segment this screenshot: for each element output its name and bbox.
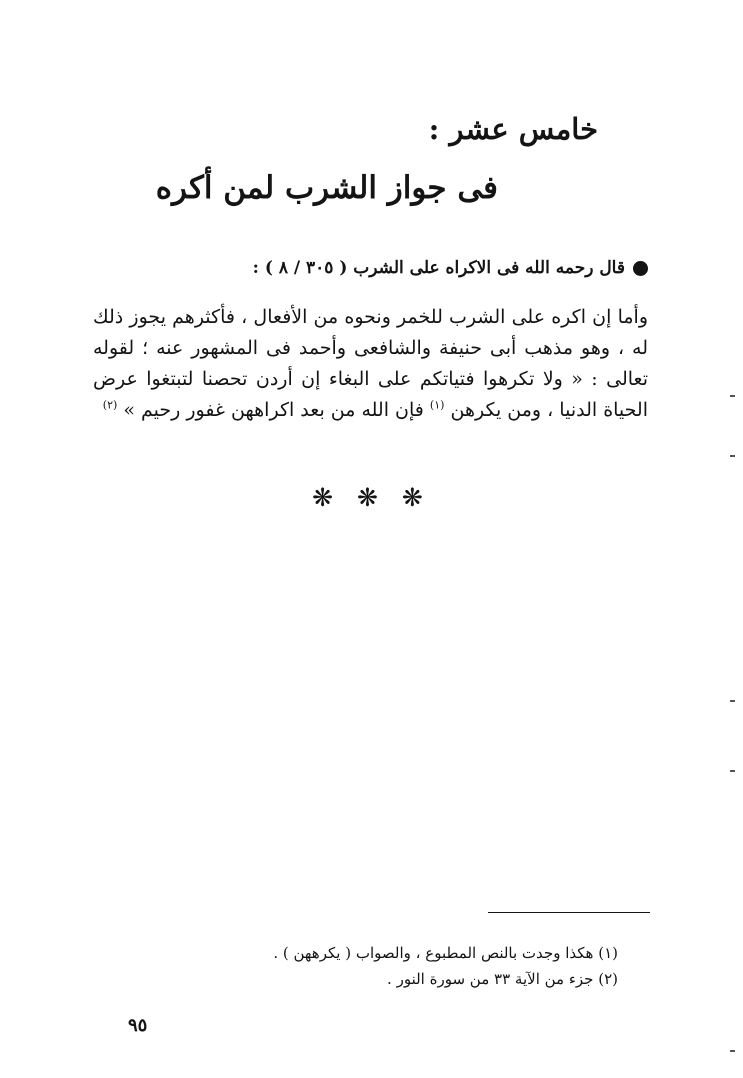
- footnote-ref-1: (١): [429, 398, 445, 412]
- page-number: ٩٥: [128, 1015, 148, 1036]
- body-text-part1: وأما إن اكره على الشرب للخمر ونحوه من الأفعال ، فأكثرهم يجوز ذلك له ، وهو مذهب أبى حنيفة والشافعى وأحمد فى المشهور عنه ؛ لقوله تعالى : « ولا تكرهوا فتياتكم على البغاء إن أردن تحصنا لتبتغوا عرض الحياة الدنيا ، ومن يكرهن: [93, 306, 648, 421]
- body-paragraph: [93, 302, 648, 426]
- quote-intro: [253, 258, 648, 278]
- quote-intro-text: قال رحمه الله فى الاكراه على الشرب ( ٣٠٥ / ٨ ) :: [252, 258, 625, 278]
- footnotes: [273, 940, 618, 992]
- bullet-icon: [633, 261, 648, 276]
- scan-edge-mark: [730, 1050, 735, 1052]
- body-text-part2: فإن الله من بعد اكراههن غفور رحيم »: [123, 399, 424, 421]
- section-heading: خامس عشر :: [428, 112, 598, 146]
- main-title: فى جواز الشرب لمن أكره: [155, 170, 498, 206]
- scan-edge-mark: [730, 395, 735, 397]
- section-separator: ❋ ❋ ❋: [312, 483, 431, 512]
- scan-edge-mark: [730, 770, 735, 772]
- footnote-divider: [488, 912, 650, 913]
- scan-edge-mark: [730, 455, 735, 457]
- footnote-ref-2: (٢): [102, 398, 118, 412]
- scan-edge-mark: [730, 700, 735, 702]
- footnote-1: (١) هكذا وجدت بالنص المطبوع ، والصواب ( يكرههن ) .: [273, 944, 618, 962]
- footnote-2: (٢) جزء من الآية ٣٣ من سورة النور .: [387, 970, 618, 988]
